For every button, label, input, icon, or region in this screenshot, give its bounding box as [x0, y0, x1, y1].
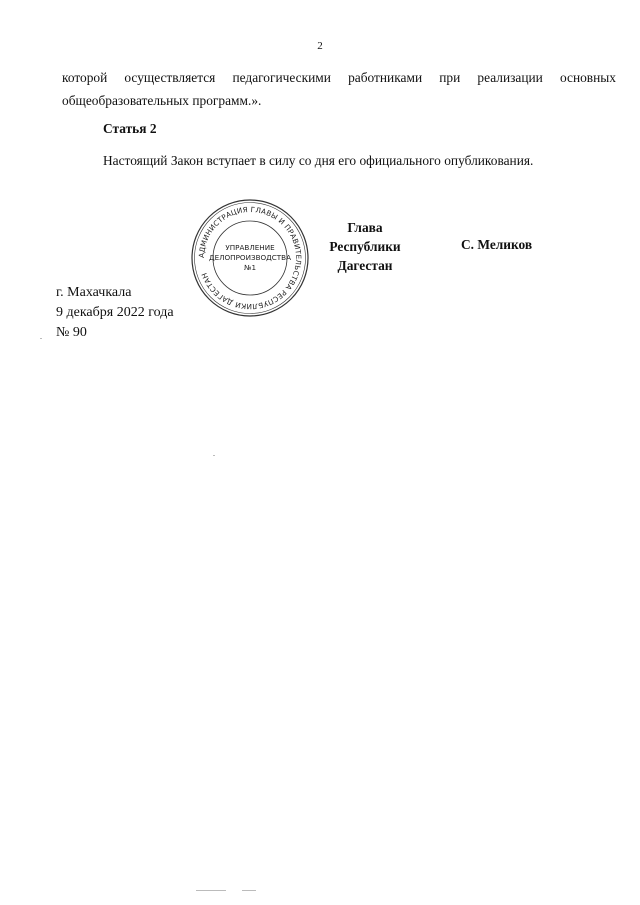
scan-speck [213, 455, 215, 456]
signature-title [305, 218, 425, 275]
signature-title-line-2: Республики Дагестан [329, 239, 401, 273]
stamp-ring-text: АДМИНИСТРАЦИЯ ГЛАВЫ И ПРАВИТЕЛЬСТВА РЕСПУБЛИКИ ДАГЕСТАН [196, 204, 304, 312]
article-heading: Статья 2 [103, 121, 157, 136]
stamp-center-line-2: ДЕЛОПРОИЗВОДСТВА [208, 253, 292, 262]
official-stamp [188, 196, 312, 320]
paragraph-line-2: общеобразовательных программ.». [62, 93, 262, 108]
place-date: 9 декабря 2022 года [56, 305, 174, 320]
scan-speck [40, 338, 42, 339]
article-text: Настоящий Закон вступает в силу со дня его официального опубликования. [103, 153, 534, 168]
place-city: г. Махачкала [56, 285, 132, 300]
stamp-center-line-3: №1 [243, 263, 257, 272]
paragraph-line-1: которой осуществляется педагогическими работниками при реализации основных [62, 70, 616, 85]
scan-speck [196, 890, 226, 891]
signature-name: С. Меликов [461, 237, 533, 252]
paragraph-continuation [62, 66, 616, 112]
page-number: 2 [317, 40, 323, 52]
place-number: № 90 [56, 325, 87, 340]
signature-title-line-1: Глава [347, 220, 383, 235]
scan-speck [242, 890, 256, 891]
stamp-center-line-1: УПРАВЛЕНИЕ [225, 243, 275, 252]
